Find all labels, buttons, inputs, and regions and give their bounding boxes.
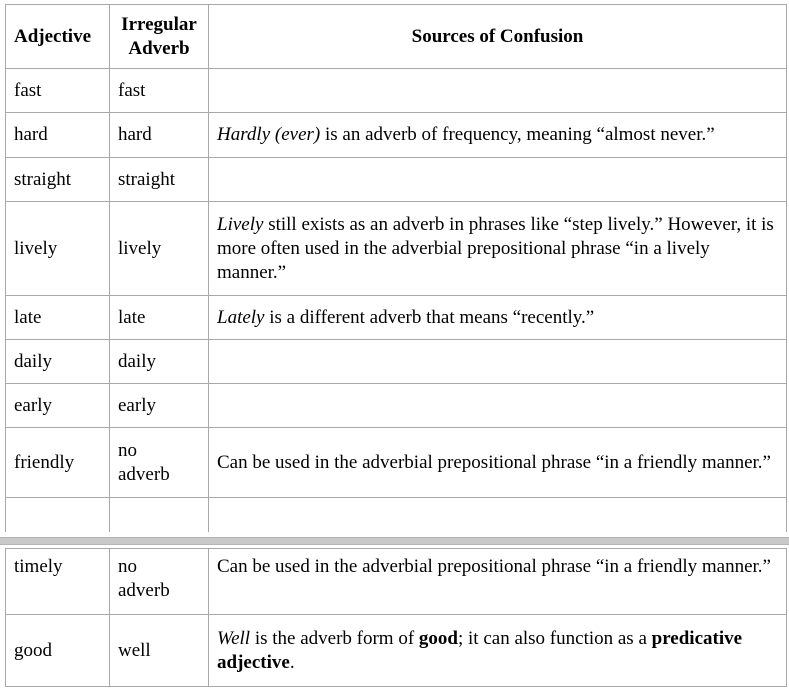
header-irregular-adverb	[110, 5, 209, 69]
adjective-cell: timely	[6, 549, 110, 615]
adjective-cell: friendly	[6, 428, 110, 498]
adverb-cell: early	[110, 384, 209, 428]
adverb-table	[5, 4, 787, 538]
adverb-cell: straight	[110, 158, 209, 202]
adjective-cell: daily	[6, 340, 110, 384]
adjective-cell: late	[6, 296, 110, 340]
adjective-cell: early	[6, 384, 110, 428]
adjective-cell: hard	[6, 113, 110, 158]
note-cell	[209, 340, 787, 384]
note-cell	[209, 202, 787, 296]
note-text: is a different adverb that means “recently.”	[264, 306, 595, 328]
note-cell	[209, 296, 787, 340]
note-cell	[209, 113, 787, 158]
note-text: is an adverb of frequency, meaning “almost never.”	[320, 124, 715, 145]
table-row	[6, 615, 787, 687]
note-italic-term: Well	[217, 627, 251, 649]
adverb-cell	[110, 549, 209, 615]
note-italic-term: Lively	[217, 213, 264, 235]
adverb-cell: daily	[110, 340, 209, 384]
note-cell	[209, 615, 787, 687]
adverb-cell: hard	[110, 113, 209, 158]
note-italic-term: Lately	[217, 306, 265, 328]
header-irregular-adverb-line1: Irregular	[121, 13, 197, 35]
adverb-table-continued	[5, 548, 787, 687]
adverb-cell: well	[110, 615, 209, 687]
note-text: .	[289, 651, 295, 673]
table-row	[6, 158, 787, 202]
adverb-line1: no	[118, 439, 137, 461]
table-row	[6, 69, 787, 113]
adverb-line1: no	[118, 556, 137, 577]
note-bold-term: good	[418, 627, 458, 649]
header-row	[6, 5, 787, 69]
table-row	[6, 202, 787, 296]
note-italic-term: Hardly (ever)	[217, 124, 321, 145]
adverb-line2: adverb	[118, 580, 170, 601]
page-break-divider	[0, 537, 789, 545]
adverb-cell: late	[110, 296, 209, 340]
header-sources: Sources of Confusion	[209, 5, 787, 69]
note-cell	[209, 158, 787, 202]
note-cell	[209, 69, 787, 113]
table-row	[6, 428, 787, 498]
note-text: is the adverb form of	[250, 627, 419, 649]
adjective-cell: lively	[6, 202, 110, 296]
table-row	[6, 296, 787, 340]
adverb-line2: adverb	[118, 463, 170, 485]
note-bold-term: predicative adjective	[217, 627, 743, 673]
header-irregular-adverb-line2: Adverb	[128, 37, 190, 59]
adjective-cell: straight	[6, 158, 110, 202]
table-row	[6, 549, 787, 615]
note-text: still exists as an adverb in phrases like “step lively.” However, it is more often used in the adverbial prepositional phrase “in a lively manner.”	[217, 213, 774, 283]
adjective-cell: fast	[6, 69, 110, 113]
table-row	[6, 113, 787, 158]
header-adjective: Adjective	[6, 5, 110, 69]
note-cell	[209, 384, 787, 428]
adverb-cell: fast	[110, 69, 209, 113]
table-row	[6, 384, 787, 428]
adverb-cell	[110, 428, 209, 498]
adverb-cell: lively	[110, 202, 209, 296]
note-cell: Can be used in the adverbial prepositional phrase “in a friendly manner.”	[209, 549, 787, 615]
note-text: ; it can also function as a	[458, 627, 652, 649]
note-cell: Can be used in the adverbial prepositional phrase “in a friendly manner.”	[209, 428, 787, 498]
adjective-cell: good	[6, 615, 110, 687]
table-row	[6, 340, 787, 384]
